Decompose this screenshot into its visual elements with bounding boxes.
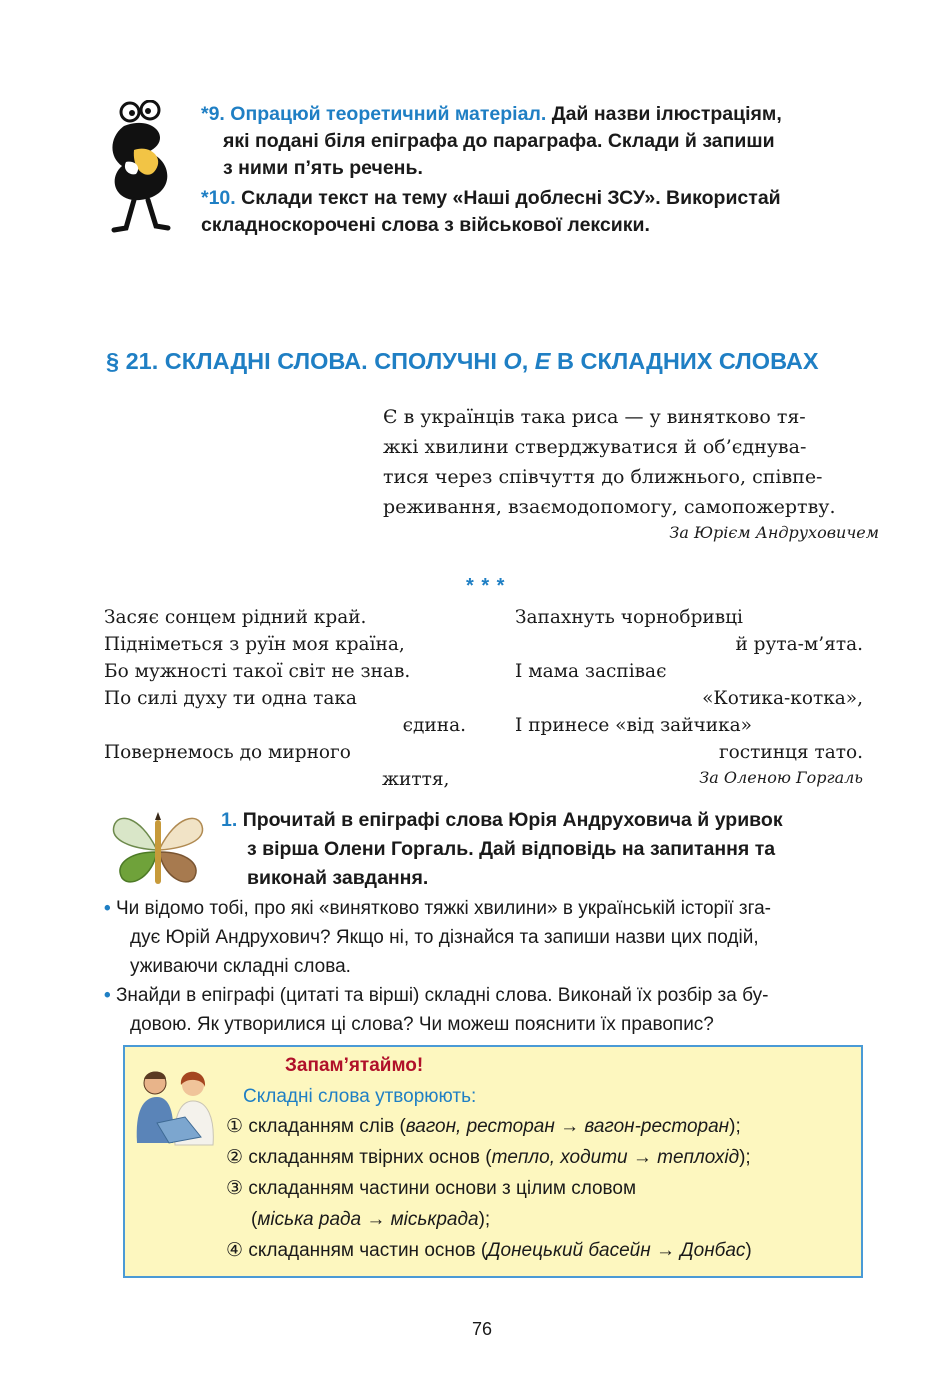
task-9 (201, 101, 881, 182)
poem-line: Запахнуть чорнобривці (515, 607, 743, 628)
section-title-e: Е (534, 348, 551, 374)
task-1-line-1 (221, 806, 871, 835)
item-end: ) (745, 1240, 752, 1261)
poem-line: І мама заспіває (515, 661, 667, 682)
task-title: Опрацюй теоретичний матеріал. (230, 103, 547, 125)
poem-line: Підніметься з руїн моя країна, (104, 634, 405, 655)
marker-1-icon: ① (226, 1116, 244, 1137)
poem-line: єдина. (402, 715, 466, 736)
task-1-line-2: з вірша Олени Горгаль. Дай відповідь на запитання та (247, 838, 776, 860)
section-title-part: § 21. СКЛАДНІ СЛОВА. СПОЛУЧНІ (106, 348, 504, 374)
stars-separator: * * * (466, 575, 506, 597)
item-end: ); (478, 1209, 491, 1230)
poem-line: життя, (382, 769, 450, 790)
remember-item-3-cont (251, 1204, 490, 1235)
task-text: Дай назви ілюстраціям, (551, 103, 782, 125)
section-title-part: В СКЛАДНИХ СЛОВАХ (550, 348, 819, 374)
marker-4-icon: ④ (226, 1240, 244, 1261)
bullet-text: дує Юрій Андрухович? Якщо ні, то дізнайся та запиши назви цих подій, (130, 927, 759, 948)
marker-3-icon: ③ (226, 1178, 244, 1199)
bullet-text: уживаючи складні слова. (130, 956, 351, 977)
reading-people-icon (129, 1067, 221, 1149)
task-9-line-1 (201, 101, 881, 128)
bullet-text: Чи відомо тобі, про які «винятково тяжкі хвилини» в українській історії зга- (115, 898, 771, 919)
task-9-line-3: з ними п’ять речень. (223, 157, 423, 179)
task-text: Прочитай в епіграфі слова Юрія Андруховича й уривок (242, 809, 783, 831)
bullet-icon: • (104, 898, 111, 919)
item-text: складанням частини основи з цілим словом (248, 1178, 637, 1199)
epigraph-line: реживання, взаємодопомогу, самопожертву. (383, 496, 836, 518)
poem-line: Засяє сонцем рідний край. (104, 607, 367, 628)
poem-line: й рута-м’ята. (735, 634, 863, 655)
item-text: ( (251, 1209, 258, 1230)
poem-right-column (515, 604, 863, 790)
remember-item-4 (226, 1235, 752, 1266)
section-title-sep: , (521, 348, 535, 374)
epigraph-author: За Юрієм Андруховичем (669, 523, 879, 542)
item-example: тепло, ходити → теплохід (491, 1147, 740, 1168)
item-example: міська рада → міськрада (257, 1209, 479, 1230)
poem-line: «Котика-котка», (702, 688, 863, 709)
item-text: складанням слів ( (248, 1116, 406, 1137)
poem-line: І принесе «від зайчика» (515, 715, 753, 736)
task-1-line-3: виконай завдання. (247, 867, 429, 889)
section-title-o: О (503, 348, 522, 374)
butterfly-icon (110, 812, 206, 888)
epigraph-line: тися через співчуття до ближнього, співпе- (383, 466, 823, 488)
bullet-item (104, 894, 894, 981)
epigraph (383, 402, 883, 544)
poem-left-column (104, 604, 466, 793)
poem-line: гостинця тато. (718, 742, 863, 763)
remember-subtitle: Складні слова утворюють: (243, 1086, 477, 1107)
item-example: вагон, ресторан → вагон-ресторан (405, 1116, 730, 1137)
task-9-line-2: які подані біля епіграфа до параграфа. Склади й запиши (223, 130, 775, 152)
poem-line: Бо мужності такої світ не знав. (104, 661, 411, 682)
item-example: Донецький басейн → Донбас (487, 1240, 746, 1261)
task-text: Склади текст на тему «Наші доблесні ЗСУ». Використай (241, 187, 781, 209)
bug-mascot-icon (104, 100, 184, 235)
item-text: складанням твірних основ ( (248, 1147, 492, 1168)
epigraph-line: Є в українців така риса — у винятково тя- (383, 406, 806, 428)
bullet-text: Знайди в епіграфі (цитаті та вірші) складні слова. Виконай їх розбір за бу- (115, 985, 769, 1006)
epigraph-lines (383, 402, 883, 522)
poem-line: Повернемось до мирного (104, 742, 351, 763)
task-number: *10. (201, 187, 236, 209)
task-10 (201, 185, 881, 239)
remember-item-1 (226, 1111, 741, 1142)
bullet-text: довою. Як утворилися ці слова? Чи можеш пояснити їх правопис? (130, 1014, 714, 1035)
bullet-icon: • (104, 985, 111, 1006)
marker-2-icon: ② (226, 1147, 244, 1168)
task-number: *9. (201, 103, 225, 125)
poem-author: За Оленою Горгаль (699, 768, 863, 787)
page-number: 76 (471, 1319, 493, 1339)
epigraph-line: жкі хвилини стверджуватися й об’єднува- (383, 436, 807, 458)
section-title (106, 348, 819, 375)
task-1 (221, 806, 871, 893)
task-number: 1. (221, 809, 238, 831)
remember-title: Запам’ятаймо! (285, 1055, 424, 1076)
item-end: ); (739, 1147, 751, 1168)
remember-item-2 (226, 1142, 751, 1173)
remember-box (123, 1045, 863, 1278)
poem-line: По силі духу ти одна така (104, 688, 357, 709)
task-10-line-1 (201, 185, 881, 212)
bullet-item (104, 981, 894, 1039)
task-10-line-2: складноскорочені слова з військової лексики. (201, 214, 650, 236)
remember-item-3 (226, 1173, 636, 1204)
item-text: складанням частин основ ( (248, 1240, 488, 1261)
item-end: ); (729, 1116, 741, 1137)
